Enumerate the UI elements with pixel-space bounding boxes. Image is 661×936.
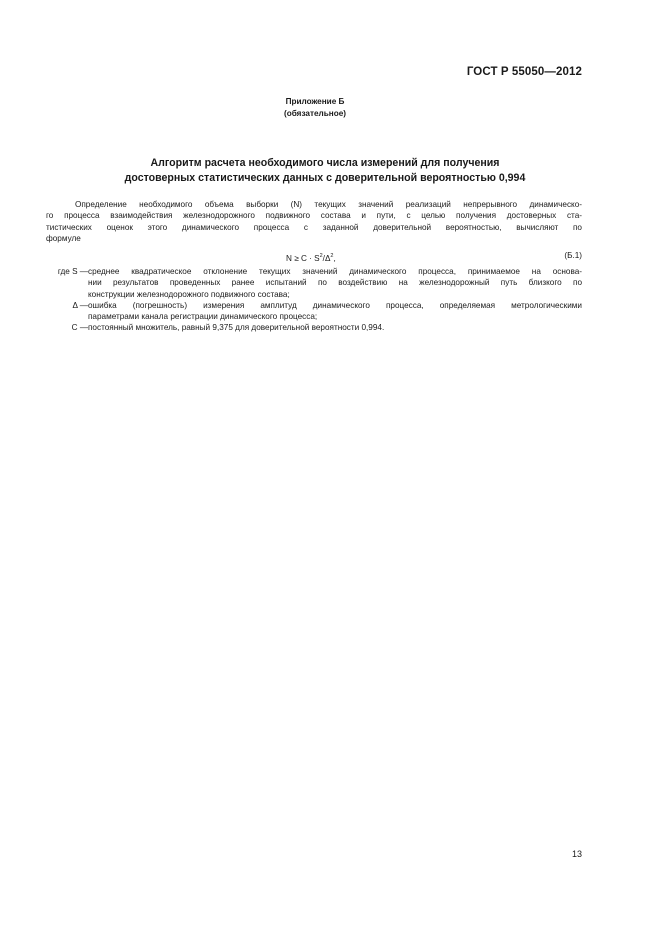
legend-item-c bbox=[48, 322, 582, 333]
section-heading bbox=[60, 156, 590, 185]
formula-expression bbox=[286, 250, 336, 265]
formula-left: N ≥ C · S bbox=[286, 254, 320, 263]
formula-exponent-1: 2 bbox=[319, 253, 323, 259]
legend-line: параметрами канала регистрации динамического процесса; bbox=[88, 312, 318, 322]
heading-line-2: достоверных статистических данных с доверительной вероятностью 0,994 bbox=[124, 171, 526, 184]
legend-line: постоянный множитель, равный 9,375 для доверительной вероятности 0,994. bbox=[88, 323, 385, 333]
appendix-title: Приложение Б bbox=[285, 97, 345, 106]
intro-line-4: формуле bbox=[46, 233, 81, 243]
appendix-block bbox=[0, 96, 630, 120]
legend-term: где S — bbox=[57, 267, 88, 276]
legend-item-delta bbox=[48, 300, 582, 323]
formula-legend bbox=[48, 266, 582, 334]
page-number: 13 bbox=[571, 849, 582, 859]
legend-description bbox=[88, 322, 582, 333]
appendix-status: (обязательное) bbox=[284, 109, 346, 118]
intro-paragraph bbox=[46, 199, 582, 244]
legend-term: C — bbox=[71, 323, 88, 333]
formula-divisor: /Δ bbox=[322, 254, 331, 263]
legend-description bbox=[88, 300, 582, 323]
legend-line: среднее квадратическое отклонение текущих значений динамического процесса, принимаемое на основа- bbox=[88, 267, 582, 276]
legend-line: ошибка (погрешность) измерения амплитуд динамического процесса, определяемая метрологическими bbox=[88, 300, 582, 310]
legend-term: Δ — bbox=[72, 300, 88, 310]
intro-line-2: го процесса взаимодействия железнодорожного подвижного состава и пути, с целью получения достоверных ста- bbox=[46, 211, 582, 221]
intro-line-1: Определение необходимого объема выборки (N) текущих значений реализаций непрерывного динамическо- bbox=[75, 200, 582, 209]
legend-item-s bbox=[48, 266, 582, 300]
formula-number: (Б.1) bbox=[564, 251, 582, 260]
legend-line: нии результатов проведенных ранее испытаний по воздействию на железнодорожный путь близкого по bbox=[88, 278, 582, 288]
heading-line-1: Алгоритм расчета необходимого числа измерений для получения bbox=[150, 157, 500, 169]
intro-line-3: тистических оценок этого динамического процесса с заданной доверительной вероятностью, вычисляют по bbox=[46, 222, 582, 232]
standard-code: ГОСТ Р 55050—2012 bbox=[466, 66, 582, 78]
formula-tail: , bbox=[333, 254, 336, 263]
formula-exponent-2: 2 bbox=[330, 253, 334, 259]
legend-line: конструкции железнодорожного подвижного состава; bbox=[88, 289, 290, 299]
legend-description bbox=[88, 266, 582, 300]
